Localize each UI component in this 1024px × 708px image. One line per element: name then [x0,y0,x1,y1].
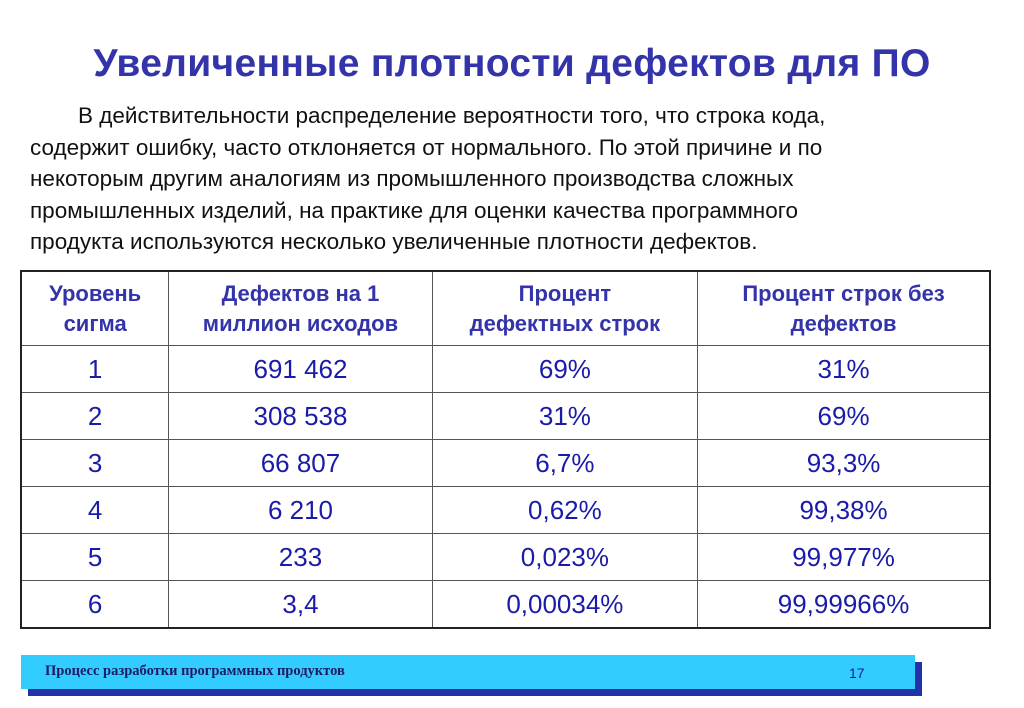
sigma-defects-table [20,270,991,629]
footer-course-title: Процесс разработки программных продуктов [45,663,345,679]
paragraph-line: промышленных изделий, на практике для оценки качества программного [30,197,798,223]
header-defect-free-percent [698,271,990,346]
cell-defect-free: 93,3% [698,440,990,487]
cell-defect-free: 99,99966% [698,581,990,629]
cell-defective: 6,7% [432,440,697,487]
header-defective-percent [432,271,697,346]
header-line: миллион исходов [202,310,399,336]
cell-defective: 0,00034% [432,581,697,629]
cell-dpmo: 3,4 [169,581,432,629]
cell-defective: 31% [432,393,697,440]
table-row [21,581,990,629]
header-line: Процент [518,280,612,306]
cell-sigma: 4 [21,487,169,534]
page-number: 17 [849,665,865,681]
table-row [21,440,990,487]
table-row [21,487,990,534]
header-line: дефектов [790,310,897,336]
paragraph-line: содержит ошибку, часто отклоняется от нормального. По этой причине и по [30,134,823,160]
paragraph-line: продукта используются несколько увеличенные плотности дефектов. [30,229,758,254]
cell-dpmo: 6 210 [169,487,432,534]
table-row [21,393,990,440]
cell-sigma: 6 [21,581,169,629]
cell-dpmo: 66 807 [169,440,432,487]
header-line: сигма [63,310,127,336]
cell-dpmo: 233 [169,534,432,581]
paragraph-line: некоторым другим аналогиям из промышленного производства сложных [30,166,794,191]
cell-sigma: 2 [21,393,169,440]
header-line: Уровень [49,280,142,306]
cell-defective: 0,023% [432,534,697,581]
header-line: Процент строк без [742,280,945,306]
cell-sigma: 1 [21,346,169,393]
cell-defect-free: 69% [698,393,990,440]
paragraph-line: В действительности распределение вероятности того, что строка кода, [78,103,826,128]
intro-paragraph [30,100,1000,258]
cell-defect-free: 99,977% [698,534,990,581]
cell-defect-free: 31% [698,346,990,393]
footer-bar [21,655,915,689]
cell-dpmo: 691 462 [169,346,432,393]
cell-dpmo: 308 538 [169,393,432,440]
cell-sigma: 5 [21,534,169,581]
table-row [21,346,990,393]
header-line: Дефектов на 1 [221,280,380,306]
cell-defective: 69% [432,346,697,393]
table-header-row [21,271,990,346]
cell-sigma: 3 [21,440,169,487]
header-line: дефектных строк [469,310,661,336]
header-defects-per-million [169,271,432,346]
cell-defective: 0,62% [432,487,697,534]
table-row [21,534,990,581]
slide-title: Увеличенные плотности дефектов для ПО [93,42,931,85]
cell-defect-free: 99,38% [698,487,990,534]
header-sigma-level [21,271,169,346]
